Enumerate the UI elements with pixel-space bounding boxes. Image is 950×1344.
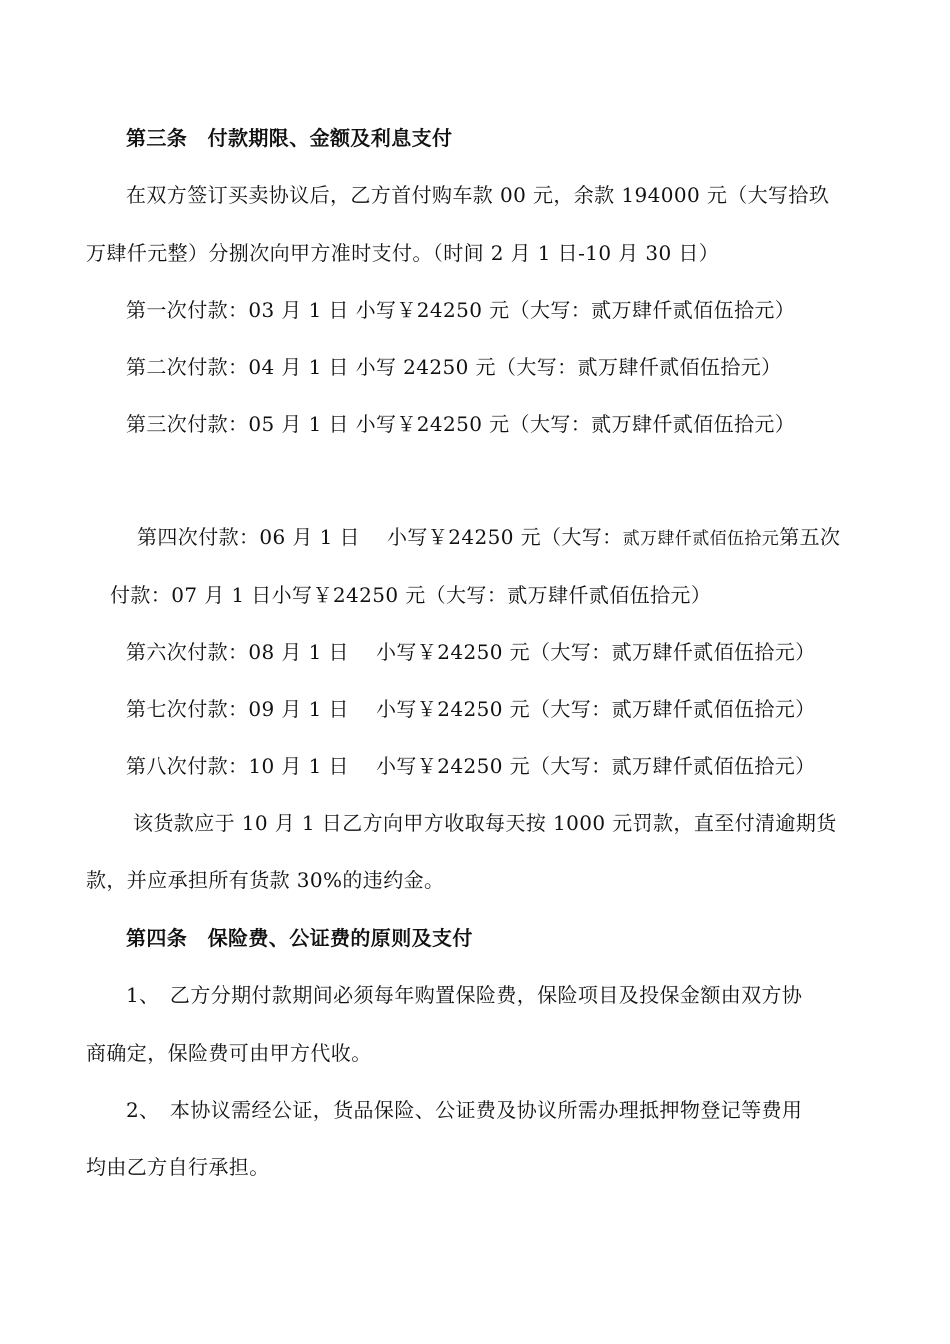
- section-4-item-2-line-2: 均由乙方自行承担。: [86, 1155, 270, 1179]
- payment-2: 第二次付款：04 月 1 日 小写 24250 元（大写：贰万肆仟贰佰伍拾元）: [126, 355, 782, 379]
- section-3-intro-line-2: 万肆仟元整）分捌次向甲方准时支付。（时间 2 月 1 日-10 月 30 日）: [86, 241, 720, 265]
- payment-4-main: 第四次付款：06 月 1 日 小写￥24250 元（大写：: [137, 525, 623, 549]
- penalty-line-1: 该货款应于 10 月 1 日乙方向甲方收取每天按 1000 元罚款，直至付清逾期货: [133, 811, 837, 835]
- payment-5: 付款：07 月 1 日小写￥24250 元（大写：贰万肆仟贰佰伍拾元）: [110, 583, 712, 607]
- penalty-line-2: 款，并应承担所有货款 30%的违约金。: [86, 868, 445, 892]
- section-4-item-1-line-2: 商确定，保险费可由甲方代收。: [86, 1041, 372, 1065]
- payment-5-prefix: 第五次: [779, 525, 841, 549]
- section-4-item-1-line-1: 1、 乙方分期付款期间必须每年购置保险费，保险项目及投保金额由双方协: [126, 983, 803, 1007]
- payment-4: [137, 523, 840, 553]
- payment-8: 第八次付款：10 月 1 日 小写￥24250 元（大写：贰万肆仟贰佰伍拾元）: [126, 754, 816, 778]
- payment-4-amount-text: 贰万肆仟贰佰伍拾元: [622, 529, 780, 549]
- payment-3: 第三次付款：05 月 1 日 小写￥24250 元（大写：贰万肆仟贰佰伍拾元）: [126, 412, 796, 436]
- payment-6: 第六次付款：08 月 1 日 小写￥24250 元（大写：贰万肆仟贰佰伍拾元）: [126, 640, 816, 664]
- section-4-item-2-line-1: 2、 本协议需经公证，货品保险、公证费及协议所需办理抵押物登记等费用: [126, 1098, 803, 1122]
- section-4-title: 第四条 保险费、公证费的原则及支付: [126, 926, 473, 950]
- section-3-intro-line-1: 在双方签订买卖协议后，乙方首付购车款 00 元，余款 194000 元（大写拾玖: [126, 183, 830, 207]
- payment-1: 第一次付款：03 月 1 日 小写￥24250 元（大写：贰万肆仟贰佰伍拾元）: [126, 298, 796, 322]
- section-3-title: 第三条 付款期限、金额及利息支付: [126, 126, 453, 150]
- payment-7: 第七次付款：09 月 1 日 小写￥24250 元（大写：贰万肆仟贰佰伍拾元）: [126, 697, 816, 721]
